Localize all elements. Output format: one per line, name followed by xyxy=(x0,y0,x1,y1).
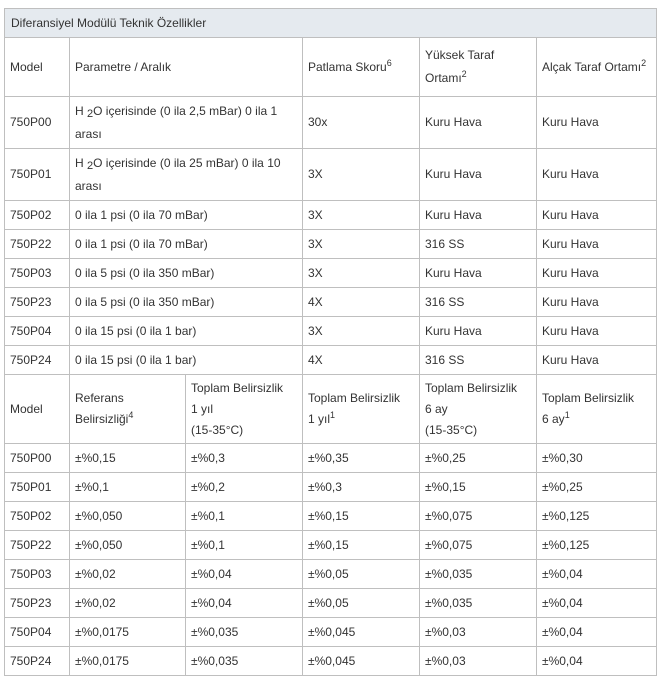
high-side-cell: Kuru Hava xyxy=(420,259,537,288)
table-row xyxy=(5,502,657,531)
total-1y-cell: ±%0,05 xyxy=(303,560,420,589)
spec-table xyxy=(4,8,657,676)
low-side-cell: Kuru Hava xyxy=(537,201,657,230)
model-cell: 750P00 xyxy=(5,444,70,473)
model-cell: 750P01 xyxy=(5,149,70,201)
table-row xyxy=(5,149,657,201)
model-cell: 750P00 xyxy=(5,97,70,149)
total-6m-temp-cell: ±%0,075 xyxy=(420,531,537,560)
total-1y-temp-cell: ±%0,035 xyxy=(186,647,303,676)
header-reference-uncertainty: Referans Belirsizliği$^4$ xyxy=(70,375,186,444)
reference-cell: ±%0,050 xyxy=(70,502,186,531)
table-row xyxy=(5,589,657,618)
low-side-cell: Kuru Hava xyxy=(537,317,657,346)
high-side-cell: 316 SS xyxy=(420,288,537,317)
table-row xyxy=(5,473,657,502)
high-side-cell: Kuru Hava xyxy=(420,201,537,230)
table-row xyxy=(5,346,657,375)
model-cell: 750P02 xyxy=(5,502,70,531)
burst-cell: 3X xyxy=(303,149,420,201)
model-cell: 750P24 xyxy=(5,346,70,375)
table-row xyxy=(5,444,657,473)
total-6m-temp-cell: ±%0,035 xyxy=(420,589,537,618)
total-1y-cell: ±%0,045 xyxy=(303,647,420,676)
parameter-cell: 0 ila 1 psi (0 ila 70 mBar) xyxy=(70,201,303,230)
total-1y-temp-cell: ±%0,04 xyxy=(186,560,303,589)
total-6m-temp-cell: ±%0,25 xyxy=(420,444,537,473)
reference-cell: ±%0,15 xyxy=(70,444,186,473)
low-side-cell: Kuru Hava xyxy=(537,288,657,317)
burst-cell: 4X xyxy=(303,346,420,375)
parameter-cell: 0 ila 5 psi (0 ila 350 mBar) xyxy=(70,288,303,317)
reference-cell: ±%0,1 xyxy=(70,473,186,502)
table-row xyxy=(5,618,657,647)
parameter-cell: H $_2$O içerisinde (0 ila 2,5 mBar) 0 ila 1 arası xyxy=(70,97,303,149)
header-total-6m-temp: Toplam Belirsizlik 6 ay (15-35°C) xyxy=(420,375,537,444)
model-cell: 750P02 xyxy=(5,201,70,230)
table-row xyxy=(5,288,657,317)
reference-cell: ±%0,02 xyxy=(70,589,186,618)
total-1y-temp-cell: ±%0,2 xyxy=(186,473,303,502)
model-cell: 750P04 xyxy=(5,618,70,647)
burst-cell: 3X xyxy=(303,201,420,230)
total-6m-temp-cell: ±%0,03 xyxy=(420,647,537,676)
total-1y-cell: ±%0,05 xyxy=(303,589,420,618)
model-cell: 750P01 xyxy=(5,473,70,502)
table-row xyxy=(5,97,657,149)
high-side-cell: Kuru Hava xyxy=(420,317,537,346)
model-cell: 750P22 xyxy=(5,531,70,560)
header-total-1y: Toplam Belirsizlik 1 yıl$^1$ xyxy=(303,375,420,444)
total-6m-temp-cell: ±%0,075 xyxy=(420,502,537,531)
total-6m-cell: ±%0,125 xyxy=(537,502,657,531)
total-6m-cell: ±%0,04 xyxy=(537,560,657,589)
burst-cell: 3X xyxy=(303,230,420,259)
table-row xyxy=(5,647,657,676)
table-row xyxy=(5,560,657,589)
total-6m-cell: ±%0,04 xyxy=(537,618,657,647)
header-high-side: Yüksek Taraf Ortamı$^2$ xyxy=(420,38,537,97)
model-cell: 750P23 xyxy=(5,288,70,317)
total-1y-cell: ±%0,15 xyxy=(303,502,420,531)
model-cell: 750P24 xyxy=(5,647,70,676)
parameter-cell: 0 ila 15 psi (0 ila 1 bar) xyxy=(70,317,303,346)
total-6m-cell: ±%0,25 xyxy=(537,473,657,502)
table-row xyxy=(5,317,657,346)
reference-cell: ±%0,02 xyxy=(70,560,186,589)
parameter-cell: 0 ila 15 psi (0 ila 1 bar) xyxy=(70,346,303,375)
total-1y-cell: ±%0,35 xyxy=(303,444,420,473)
total-1y-temp-cell: ±%0,1 xyxy=(186,531,303,560)
total-6m-temp-cell: ±%0,035 xyxy=(420,560,537,589)
low-side-cell: Kuru Hava xyxy=(537,97,657,149)
total-6m-cell: ±%0,30 xyxy=(537,444,657,473)
header-low-side: Alçak Taraf Ortamı$^2$ xyxy=(537,38,657,97)
total-1y-temp-cell: ±%0,04 xyxy=(186,589,303,618)
reference-cell: ±%0,0175 xyxy=(70,647,186,676)
burst-cell: 3X xyxy=(303,317,420,346)
total-6m-cell: ±%0,04 xyxy=(537,589,657,618)
total-6m-cell: ±%0,04 xyxy=(537,647,657,676)
table1-header-row xyxy=(5,38,657,97)
burst-cell: 30x xyxy=(303,97,420,149)
low-side-cell: Kuru Hava xyxy=(537,259,657,288)
model-cell: 750P03 xyxy=(5,259,70,288)
total-6m-cell: ±%0,125 xyxy=(537,531,657,560)
reference-cell: ±%0,0175 xyxy=(70,618,186,647)
high-side-cell: 316 SS xyxy=(420,230,537,259)
table-row xyxy=(5,259,657,288)
total-1y-temp-cell: ±%0,035 xyxy=(186,618,303,647)
model-cell: 750P23 xyxy=(5,589,70,618)
table-row xyxy=(5,201,657,230)
high-side-cell: Kuru Hava xyxy=(420,149,537,201)
total-1y-cell: ±%0,15 xyxy=(303,531,420,560)
low-side-cell: Kuru Hava xyxy=(537,346,657,375)
table-row xyxy=(5,531,657,560)
total-6m-temp-cell: ±%0,03 xyxy=(420,618,537,647)
parameter-cell: 0 ila 5 psi (0 ila 350 mBar) xyxy=(70,259,303,288)
header-model-2: Model xyxy=(5,375,70,444)
parameter-cell: H $_2$O içerisinde (0 ila 25 mBar) 0 ila 10 arası xyxy=(70,149,303,201)
low-side-cell: Kuru Hava xyxy=(537,230,657,259)
header-parameter: Parametre / Aralık xyxy=(70,38,303,97)
model-cell: 750P22 xyxy=(5,230,70,259)
high-side-cell: 316 SS xyxy=(420,346,537,375)
total-1y-cell: ±%0,3 xyxy=(303,473,420,502)
table-title: Diferansiyel Modülü Teknik Özellikler xyxy=(5,9,657,38)
header-total-6m: Toplam Belirsizlik 6 $ay^1$ xyxy=(537,375,657,444)
header-burst: Patlama Skoru$^6$ xyxy=(303,38,420,97)
parameter-cell: 0 ila 1 psi (0 ila 70 mBar) xyxy=(70,230,303,259)
high-side-cell: Kuru Hava xyxy=(420,97,537,149)
total-6m-temp-cell: ±%0,15 xyxy=(420,473,537,502)
reference-cell: ±%0,050 xyxy=(70,531,186,560)
header-total-1y-temp: Toplam Belirsizlik 1 yıl (15-35°C) xyxy=(186,375,303,444)
low-side-cell: Kuru Hava xyxy=(537,149,657,201)
table-row xyxy=(5,230,657,259)
total-1y-temp-cell: ±%0,1 xyxy=(186,502,303,531)
total-1y-temp-cell: ±%0,3 xyxy=(186,444,303,473)
burst-cell: 4X xyxy=(303,288,420,317)
model-cell: 750P04 xyxy=(5,317,70,346)
header-model: Model xyxy=(5,38,70,97)
model-cell: 750P03 xyxy=(5,560,70,589)
total-1y-cell: ±%0,045 xyxy=(303,618,420,647)
table2-header-row xyxy=(5,375,657,444)
burst-cell: 3X xyxy=(303,259,420,288)
